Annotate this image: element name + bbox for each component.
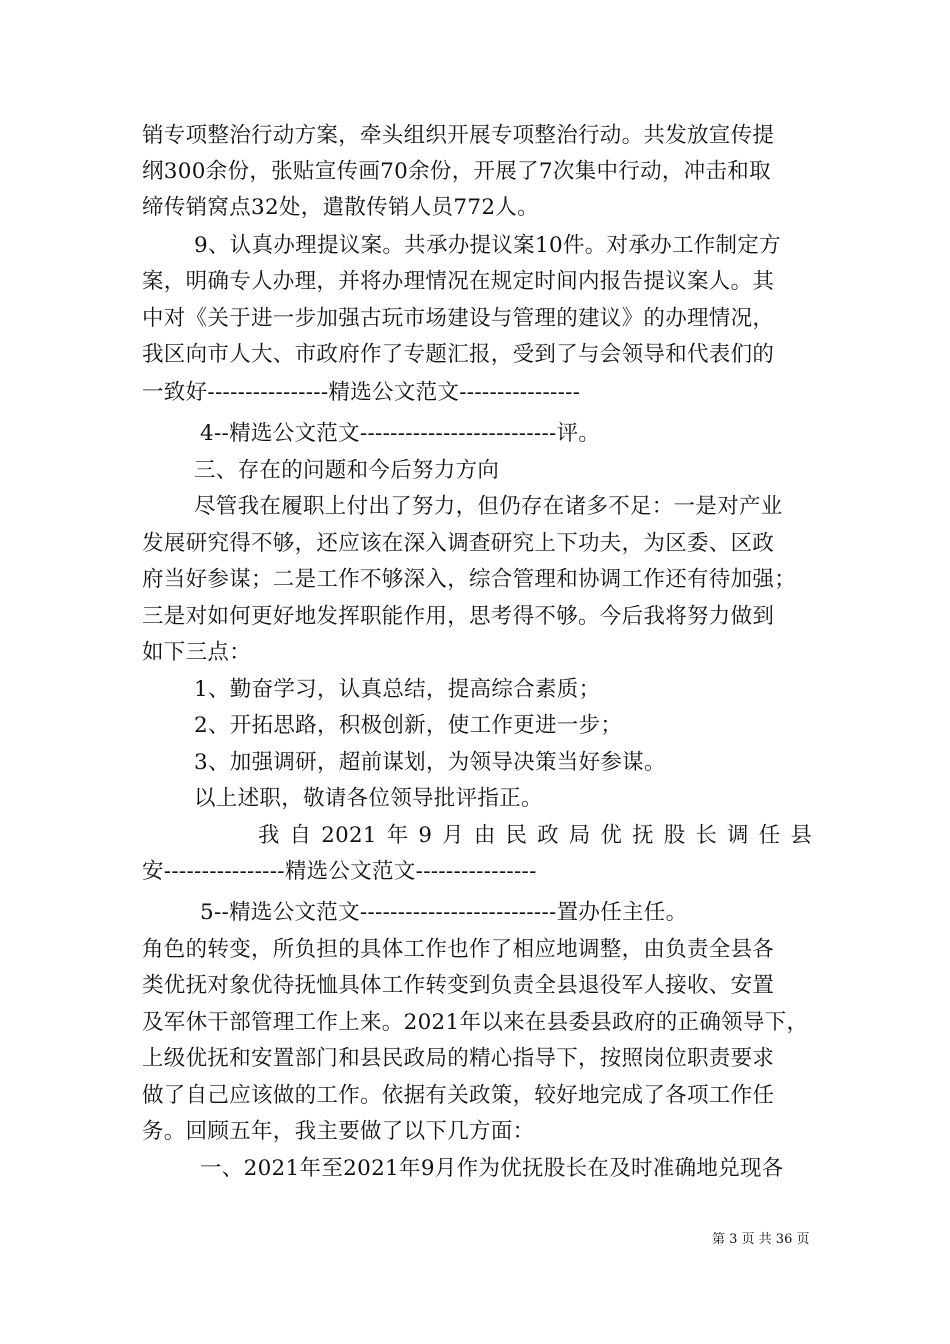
text-line: 及军休干部管理工作上来。2021年以来在县委县政府的正确领导下， <box>142 1010 809 1035</box>
list-item: 3、加强调研，超前谋划，为领导决策当好参谋。 <box>194 750 666 775</box>
text-line: 角色的转变，所负担的具体工作也作了相应地调整，由负责全县各 <box>142 937 775 962</box>
text-line: 案，明确专人办理，并将办理情况在规定时间内报告提议案人。其 <box>142 269 775 294</box>
section-heading: 三、存在的问题和今后努力方向 <box>194 458 500 483</box>
text-line: 府当好参谋；二是工作不够深入，综合管理和协调工作还有待加强； <box>142 567 797 592</box>
text-line: 一、2021年至2021年9月作为优抚股长在及时准确地兑现各 <box>200 1156 784 1181</box>
text-line: 4--精选公文范文--------------------------评。 <box>200 421 601 446</box>
text-line: 5--精选公文范文--------------------------置办任主任。 <box>200 900 688 925</box>
text-line: 纲300余份，张贴宣传画70余份，开展了7次集中行动，冲击和取 <box>142 159 771 184</box>
text-line: 我 自 2021 年 9 月 由 民 政 局 优 抚 股 长 调 任 县 <box>258 823 813 848</box>
text-line: 缔传销窝点32处，遣散传销人员772人。 <box>142 195 539 220</box>
text-line: 三是对如何更好地发挥职能作用，思考得不够。今后我将努力做到 <box>142 604 775 629</box>
text-line: 务。回顾五年，我主要做了以下几方面： <box>142 1119 535 1144</box>
text-line: 以上述职，敬请各位领导批评指正。 <box>194 786 543 811</box>
text-line: 中对《关于进一步加强古玩市场建设与管理的建议》的办理情况， <box>142 306 775 331</box>
list-item: 2、开拓思路，积极创新，使工作更进一步； <box>194 713 623 738</box>
text-line: 类优抚对象优待抚恤具体工作转变到负责全县退役军人接收、安置 <box>142 973 775 998</box>
page-number: 第 3 页 共 36 页 <box>712 1232 810 1247</box>
text-line: 如下三点： <box>142 640 252 665</box>
text-line: 做了自己应该做的工作。依据有关政策，较好地完成了各项工作任 <box>142 1083 775 1108</box>
text-line: 销专项整治行动方案，牵头组织开展专项整治行动。共发放宣传提 <box>142 123 775 148</box>
text-line: 发展研究得不够，还应该在深入调查研究上下功夫，为区委、区政 <box>142 531 775 556</box>
text-line: 上级优抚和安置部门和县民政局的精心指导下，按照岗位职责要求 <box>142 1046 775 1071</box>
text-line: 尽管我在履职上付出了努力，但仍存在诸多不足：一是对产业 <box>194 494 783 519</box>
text-line: 我区向市人大、市政府作了专题汇报，受到了与会领导和代表们的 <box>142 342 775 367</box>
list-item: 1、勤奋学习，认真总结，提高综合素质； <box>194 677 601 702</box>
text-line: 安----------------精选公文范文---------------- <box>142 859 537 884</box>
text-line: 9、认真办理提议案。共承办提议案10件。对承办工作制定方 <box>194 233 781 258</box>
text-line: 一致好----------------精选公文范文---------------- <box>142 380 581 405</box>
